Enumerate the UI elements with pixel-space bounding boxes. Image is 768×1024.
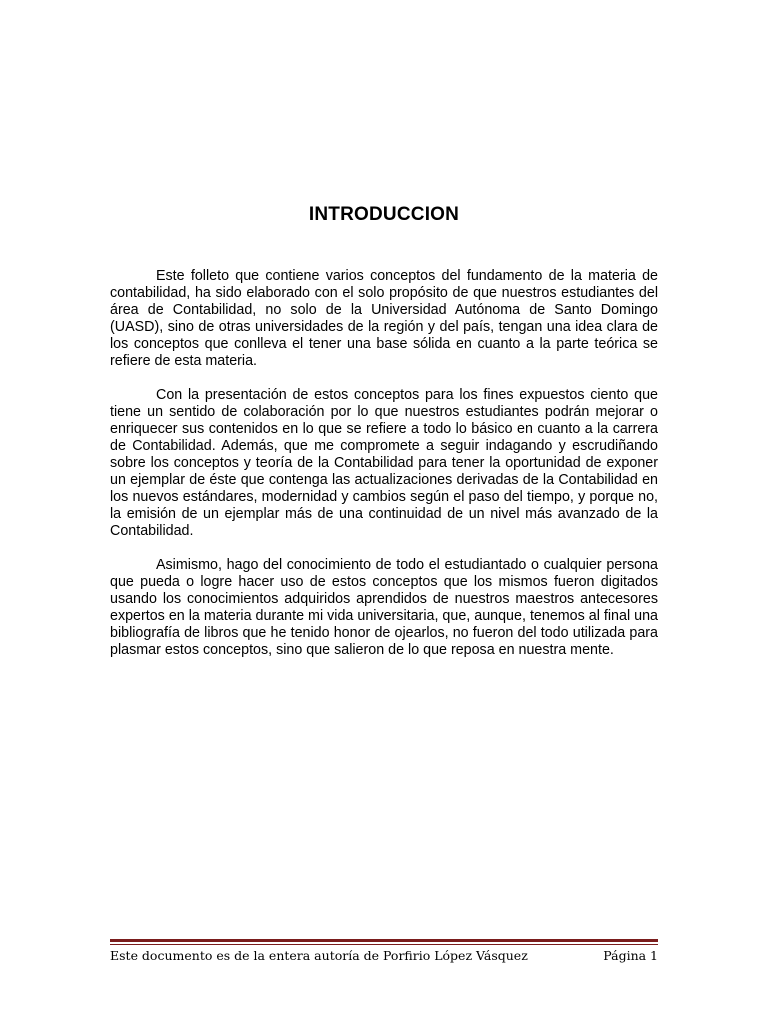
footer-author-note: Este documento es de la entera autoría de Porfirio López Vásquez (110, 948, 528, 963)
footer-divider-thick (110, 939, 658, 942)
footer-page-number: Página 1 (603, 948, 658, 963)
footer-divider-thin (110, 944, 658, 945)
page-footer (110, 946, 658, 966)
body-paragraph-2: Con la presentación de estos conceptos para los fines expuestos ciento que tiene un sentido de colaboración por lo que nuestros estudiantes podrán mejorar o enriquecer sus contenidos en lo que se refiere a todo lo básico en cuanto a la carrera de Contabilidad. Además, que me compromete a seguir indagando y escrudiñando sobre los conceptos y teoría de la Contabilidad para tener la oportunidad de exponer un ejemplar de éste que contenga las actualizaciones derivadas de la Contabilidad en los nuevos estándares, modernidad y cambios según el paso del tiempo, y porque no, la emisión de un ejemplar más de una continuidad de un nivel más avanzado de la Contabilidad. (110, 387, 658, 539)
document-body (110, 268, 658, 676)
body-paragraph-3: Asimismo, hago del conocimiento de todo el estudiantado o cualquier persona que pueda o logre hacer uso de estos conceptos que los mismos fueron digitados usando los conocimientos adquiridos aprendidos de nuestros maestros antecesores expertos en la materia durante mi vida universitaria, que, aunque, tenemos al final una bibliografía de libros que he tenido honor de ojearlos, no fueron del todo utilizada para plasmar estos conceptos, sino que salieron de lo que reposa en nuestra mente. (110, 557, 658, 658)
body-paragraph-1: Este folleto que contiene varios conceptos del fundamento de la materia de contabilidad, ha sido elaborado con el solo propósito de que nuestros estudiantes del área de Contabilidad, no solo de la Universidad Autónoma de Santo Domingo (UASD), sino de otras universidades de la región y del país, tengan una idea clara de los conceptos que conlleva el tener una base sólida en cuanto a la parte teórica se refiere de esta materia. (110, 268, 658, 369)
page-title: INTRODUCCION (308, 204, 460, 225)
